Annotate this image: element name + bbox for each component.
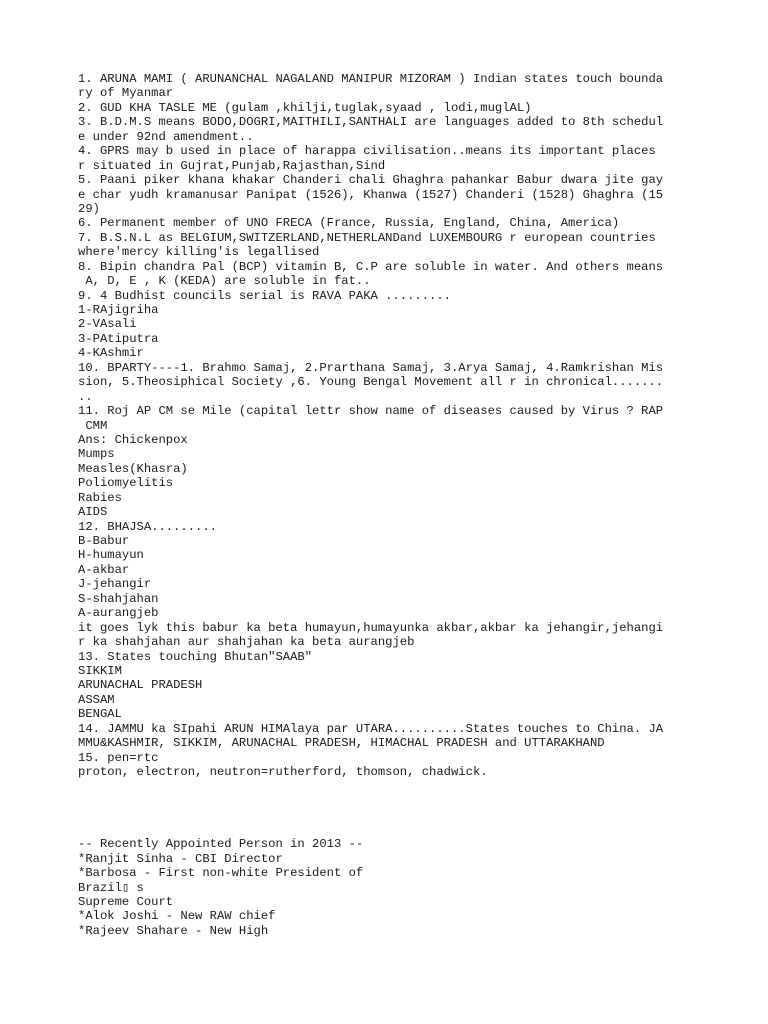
text-line: Ans: Chickenpox xyxy=(78,432,188,447)
text-line: 11. Roj AP CM se Mile (capital lettr show name of diseases caused by Virus ? RAP xyxy=(78,404,664,419)
text-line: 2. GUD KHA TASLE ME (gulam ,khilji,tuglak,syaad , lodi,muglAL) xyxy=(78,100,532,115)
text-line: BENGAL xyxy=(78,707,122,722)
text-line: ASSAM xyxy=(78,692,115,707)
text-line: sion, 5.Theosiphical Society ,6. Young Bengal Movement all r in chronical....... xyxy=(78,375,664,390)
text-line: A-aurangjeb xyxy=(78,606,159,621)
text-line: 13. States touching Bhutan"SAAB" xyxy=(78,649,313,664)
section-gap xyxy=(78,779,758,837)
text-line: SIKKIM xyxy=(78,663,122,678)
mnemonic-notes xyxy=(78,72,758,779)
text-line: S-shahjahan xyxy=(78,591,159,606)
text-line: r ka shahjahan aur shahjahan ka beta aurangjeb xyxy=(78,635,415,650)
appointment-line: *Barbosa - First non-white President of xyxy=(78,866,364,881)
text-line: Mumps xyxy=(78,447,115,462)
text-line: 1. ARUNA MAMI ( ARUNANCHAL NAGALAND MANIPUR MIZORAM ) Indian states touch bounda xyxy=(78,72,664,86)
text-line: 6. Permanent member of UNO FRECA (France, Russia, England, China, America) xyxy=(78,216,620,231)
text-line: 8. Bipin chandra Pal (BCP) vitamin B, C.P are soluble in water. And others means xyxy=(78,259,664,274)
appointment-line: *Alok Joshi - New RAW chief xyxy=(78,909,276,924)
text-line: 5. Paani piker khana khakar Chanderi chali Ghaghra pahankar Babur dwara jite gay xyxy=(78,173,664,188)
text-line: 3. B.D.M.S means BODO,DOGRI,MAITHILI,SANTHALI are languages added to 8th schedul xyxy=(78,115,664,130)
text-line: 1-RAjigriha xyxy=(78,303,159,317)
text-line: CMM xyxy=(78,418,108,433)
text-line: MMU&KASHMIR, SIKKIM, ARUNACHAL PRADESH, HIMACHAL PRADESH and UTTARAKHAND xyxy=(78,736,605,751)
text-line: H-humayun xyxy=(78,548,144,563)
text-line: e under 92nd amendment.. xyxy=(78,129,254,144)
text-line: A, D, E , K (KEDA) are soluble in fat.. xyxy=(78,274,371,289)
text-line: 4. GPRS may b used in place of harappa civilisation..means its important places xyxy=(78,144,656,159)
text-line: 2-VAsali xyxy=(78,317,137,332)
text-line: it goes lyk this babur ka beta humayun,humayunka akbar,akbar ka jehangir,jehangi xyxy=(78,620,664,635)
text-line: .. xyxy=(78,389,93,404)
text-line: J-jehangir xyxy=(78,577,152,592)
text-line: Measles(Khasra) xyxy=(78,461,188,476)
text-line: Rabies xyxy=(78,490,122,505)
text-line: r situated in Gujrat,Punjab,Rajasthan,Sind xyxy=(78,158,386,173)
text-line: where'mercy killing'is legallised xyxy=(78,245,320,260)
text-line: 7. B.S.N.L as BELGIUM,SWITZERLAND,NETHERLANDand LUXEMBOURG r european countries xyxy=(78,230,656,245)
text-line: 12. BHAJSA......... xyxy=(78,519,217,534)
text-line: 4-KAshmir xyxy=(78,346,144,361)
appointment-line: *Rajeev Shahare - New High xyxy=(78,923,269,938)
text-line: e char yudh kramanusar Panipat (1526), Khanwa (1527) Chanderi (1528) Ghaghra (15 xyxy=(78,187,664,202)
text-line: 29) xyxy=(78,201,100,216)
appointment-line: *Ranjit Sinha - CBI Director xyxy=(78,851,283,866)
appointment-line: Brazil▯ s xyxy=(78,880,144,895)
text-line: 3-PAtiputra xyxy=(78,331,159,346)
text-line: 9. 4 Budhist councils serial is RAVA PAKA ......... xyxy=(78,288,451,303)
text-line: proton, electron, neutron=rutherford, thomson, chadwick. xyxy=(78,765,488,779)
appointment-line: Supreme Court xyxy=(78,894,174,909)
appointment-line: -- Recently Appointed Person in 2013 -- xyxy=(78,837,364,852)
text-line: B-Babur xyxy=(78,534,130,548)
text-line: ARUNACHAL PRADESH xyxy=(78,678,203,693)
text-line: Poliomyelitis xyxy=(78,476,174,491)
text-line: ry of Myanmar xyxy=(78,86,174,101)
document-page xyxy=(78,72,758,938)
text-line: 14. JAMMU ka SIpahi ARUN HIMAlaya par UTARA..........States touches to China. JA xyxy=(78,721,664,736)
text-line: AIDS xyxy=(78,505,108,520)
text-line: 10. BPARTY----1. Brahmo Samaj, 2.Prarthana Samaj, 3.Arya Samaj, 4.Ramkrishan Mis xyxy=(78,360,664,375)
text-line: 15. pen=rtc xyxy=(78,750,159,765)
text-line: A-akbar xyxy=(78,562,130,577)
appointments-section xyxy=(78,837,758,938)
